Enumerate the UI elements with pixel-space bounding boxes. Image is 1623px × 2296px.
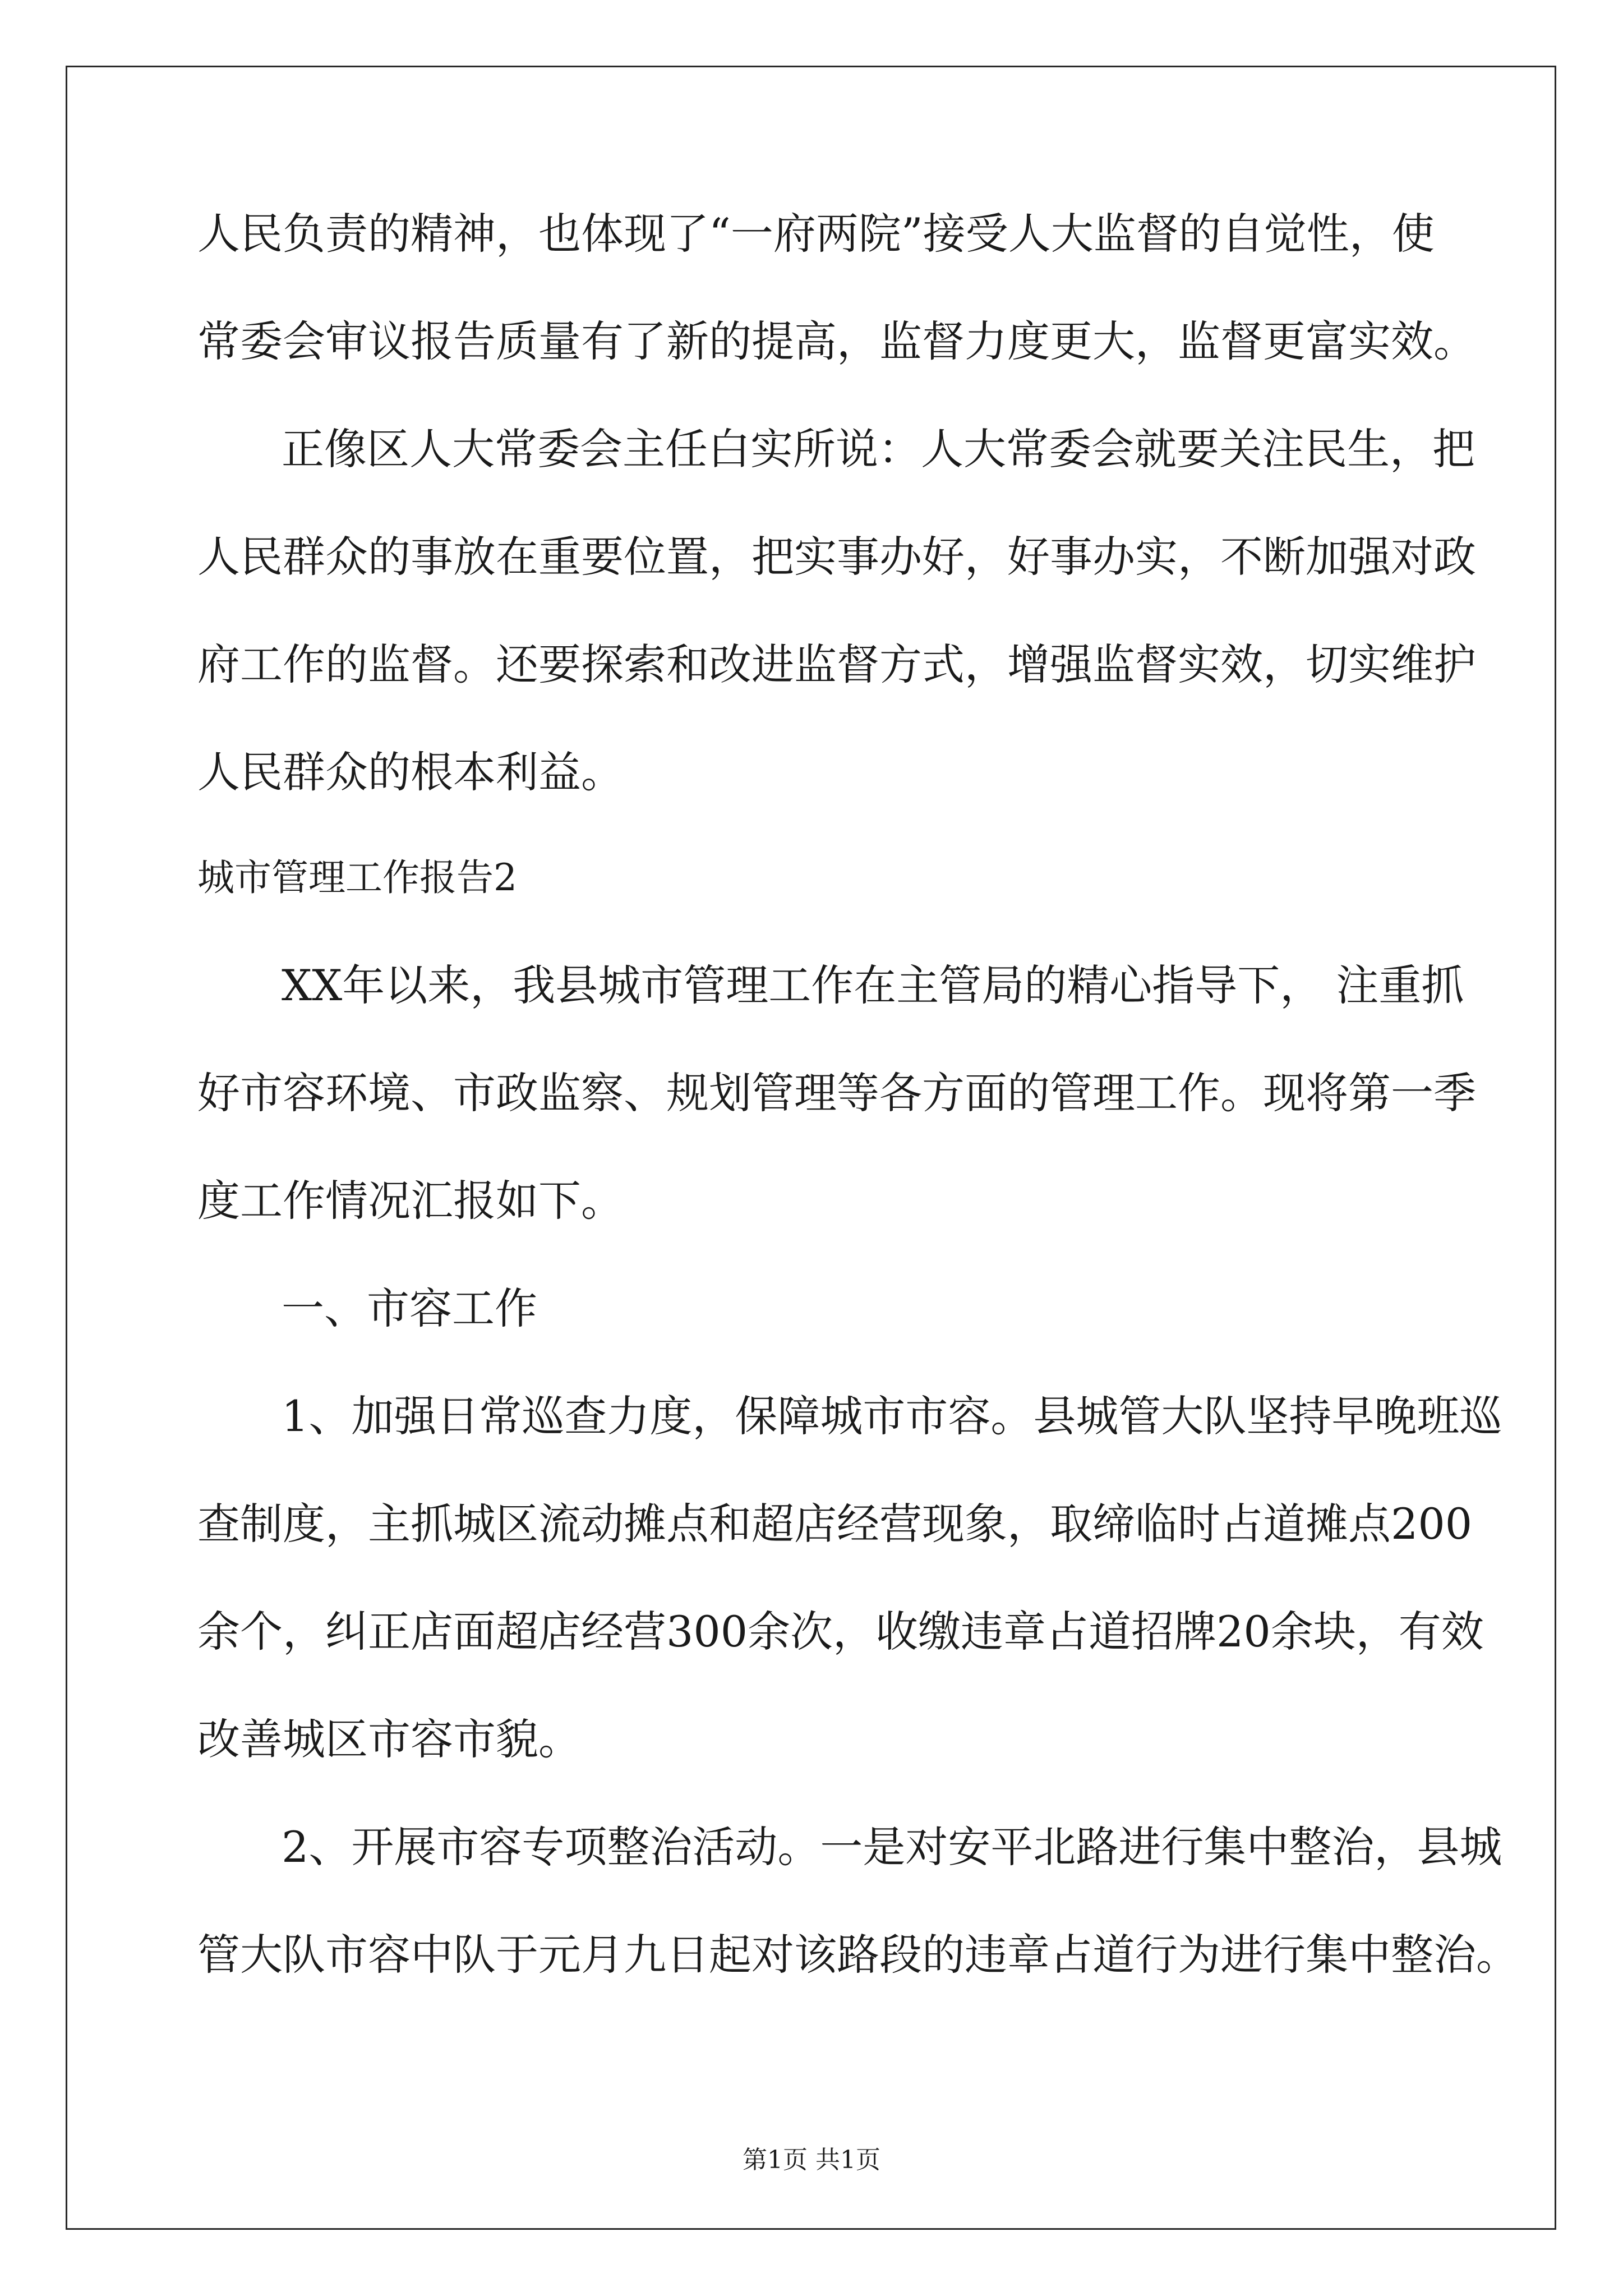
paragraph-line: 余个，纠正店面超店经营300余次，收缴违章占道招牌20余块，有效	[197, 1607, 1484, 1657]
paragraph-line: XX年以来，我县城市管理工作在主管局的精心指导下， 注重抓	[282, 960, 1464, 1010]
paragraph-line: 度工作情况汇报如下。	[197, 1176, 624, 1226]
paragraph-line: 府工作的监督。还要探索和改进监督方式，增强监督实效，切实维护	[197, 639, 1476, 689]
paragraph-line: 好市容环境、市政监察、规划管理等各方面的管理工作。现将第一季	[197, 1068, 1476, 1118]
page-footer: 第1页 共1页	[743, 2146, 880, 2174]
paragraph-line: 改善城区市容市貌。	[197, 1714, 581, 1764]
paragraph-line: 人民群众的事放在重要位置，把实事办好，好事办实，不断加强对政	[197, 532, 1476, 582]
paragraph-line: 2、开展市容专项整治活动。一是对安平北路进行集中整治，县城	[282, 1822, 1502, 1872]
paragraph-line: 常委会审议报告质量有了新的提高，监督力度更大，监督更富实效。	[197, 316, 1476, 366]
section-heading: 城市管理工作报告2	[197, 856, 517, 899]
page-border	[66, 66, 1556, 2230]
paragraph-line: 1、加强日常巡查力度，保障城市市容。县城管大队坚持早晚班巡	[282, 1391, 1502, 1441]
paragraph-line: 正像区人大常委会主任白实所说：人大常委会就要关注民生，把	[282, 424, 1475, 474]
paragraph-line: 查制度，主抓城区流动摊点和超店经营现象，取缔临时占道摊点200	[197, 1499, 1473, 1549]
paragraph-line: 人民群众的根本利益。	[197, 747, 624, 797]
subsection-heading: 一、市容工作	[282, 1283, 537, 1333]
paragraph-line: 管大队市容中队于元月九日起对该路段的违章占道行为进行集中整治。	[197, 1930, 1519, 1980]
paragraph-line: 人民负责的精神，也体现了“一府两院”接受人大监督的自觉性，使	[197, 209, 1435, 259]
